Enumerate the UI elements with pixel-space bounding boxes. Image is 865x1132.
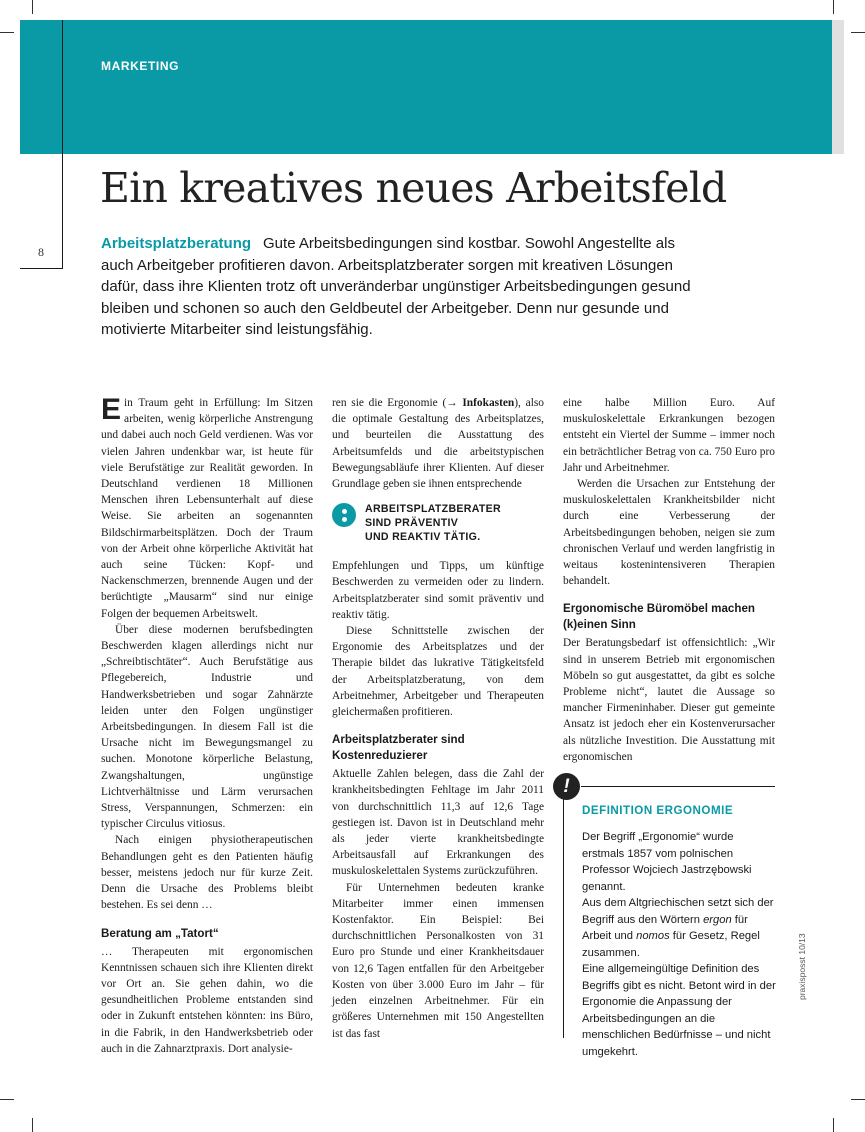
lead-keyword: Arbeitsplatzberatung: [101, 235, 252, 252]
paragraph: Der Beratungsbedarf ist offensichtlich: „Wir sind in unserem Betrieb mit ergonomischen Möbeln so gut ausgestattet, da gibt es solche Probleme nicht“, lautet die Aussage so mancher Firmeninhaber. Dieser gut gemeinte Ansatz ist jedoch eher ein Kostenverursacher als nützliche Investition. Die Ausstattung mit ergonomischen: [563, 637, 775, 763]
margin-rule: [62, 20, 63, 268]
subheading: Ergonomische Büromöbel machen (k)einen Sinn: [563, 602, 755, 632]
page-number-rule: [20, 268, 63, 269]
colon-icon: [332, 503, 356, 527]
definition-span: für Gesetz, Regel zusammen.: [582, 930, 760, 959]
definition-box-rule: [581, 786, 775, 787]
subheading: Arbeitsplatzberater sind Kostenreduzierer: [332, 733, 465, 763]
pull-quote-line: ARBEITSPLATZBERATER: [365, 503, 501, 516]
definition-title: DEFINITION ERGONOMIE: [582, 804, 734, 817]
header-banner: [20, 20, 832, 154]
crop-mark: [833, 1118, 834, 1132]
crop-mark: [0, 32, 14, 33]
definition-text: [582, 829, 777, 1060]
article-title: Ein kreatives neues Arbeitsfeld: [100, 164, 727, 212]
paragraph: Empfehlungen und Tipps, um künftige Beschwerden zu vermeiden oder zu lindern. Arbeitsplatzberater sind somit präventiv und reaktiv tätig.: [332, 560, 544, 621]
paragraph: … Therapeuten mit ergonomischen Kenntnissen schauen sich ihre Klienten direkt vor Ort an. Sie gehen dahin, wo die gesundheitlichen Probleme entstanden sind oder in Zukunft entstehen könnten: ins Büro, in die Fabrik, in den Handwerksbetrieb oder auch in die Zahnarztpraxis. Dort analysie-: [101, 945, 313, 1055]
banner-shadow: [832, 20, 844, 154]
paragraph-text: in Traum geht in Erfüllung: Im Sitzen arbeiten, wenig körperliche Anstrengung und dabei auch noch Geld verdienen. Was vor vielen Jahren undenkbar war, ist heute für viele Berufstätige zur Realität geworden. In Deutschland verdienen 18 Millionen Menschen ihren Lebensunterhalt auf diese Weise. Sie arbeiten an sogenannten Bildschirmarbeitsplätzen. Doch der Traum von der Arbeit ohne körperliche Aktivität hat auch seine Tücken: Kopf- und Nackenschmerzen, brennende Augen und der berüchtigte „Mausarm“ sind nur einige Folgen der bequemen Arbeitswelt.: [101, 397, 313, 620]
crop-mark: [833, 0, 834, 14]
infobox-reference: Infokasten: [462, 397, 515, 409]
paragraph-text: ren sie die Ergonomie (→: [332, 397, 463, 409]
definition-paragraph: Eine allgemeingültige Definition des Begriffs gibt es nicht. Betont wird in der Ergonomie die Anpassung der Arbeitsbedingungen an die menschlichen Bedürfnisse – und nicht umgekehrt.: [582, 963, 776, 1058]
paragraph-text: ), also die optimale Gestaltung des Arbeitsplatzes, und beurteilen die Ausstattung des Arbeitsumfelds und die arbeitstypischen Bewegungsabläufe ihrer Klienten. Auf dieser Grundlage geben sie ihnen entsprechende: [332, 397, 544, 491]
subheading: Beratung am „Tatort“: [101, 926, 219, 940]
column-1: [101, 395, 313, 1057]
paragraph: Aktuelle Zahlen belegen, dass die Zahl der krankheitsbedingten Fehltage im Jahr 2011 von durchschnittlich 11,3 auf 12,6 Tage gestiegen ist. Davon ist in Deutschland mehr als jeder vierte krankheitsbedingte Arbeitsausfall auf Erkrankungen des muskuloskelettalen Systems zurückzuführen.: [332, 768, 544, 878]
pull-quote-text: [365, 502, 501, 544]
paragraph: Werden die Ursachen zur Entstehung der muskuloskelettalen Krankheitsbilder nicht durch eine Verbesserung der Arbeitsbedingungen behoben, neigen sie zum chronischen Verlauf und werden langfristig in weitaus kostenintensiveren Therapien behandelt.: [563, 478, 775, 588]
pull-quote-line: SIND PRÄVENTIV: [365, 517, 459, 530]
paragraph: Diese Schnittstelle zwischen der Ergonomie des Arbeitsplatzes und der Therapie bildet das lukrative Tätigkeitsfeld der Arbeitsplatzberatung, von dem Arbeitnehmer, Arbeitgeber und Therapeuten gleichermaßen profitieren.: [332, 625, 544, 719]
drop-cap: E: [101, 393, 122, 426]
crop-mark: [851, 32, 865, 33]
column-2: [332, 395, 544, 1042]
definition-span: für Arbeit und: [582, 913, 748, 942]
definition-paragraph: [582, 895, 777, 961]
section-label: MARKETING: [101, 59, 180, 73]
paragraph: Für Unternehmen bedeuten kranke Mitarbeiter immer einen immensen Kostenfaktor. Ein Beispiel: Bei durchschnittlichen Personalkosten von 31 Euro pro Stunde und einer Krankheitsdauer von 12,6 Tagen entfallen für den Arbeitgeber Kosten von über 3.000 Euro im Jahr – für jeden einzelnen Arbeitnehmer. Für ein größeres Unternehmen mit 150 Angestellten ist das fast: [332, 881, 544, 1040]
definition-term: nomos: [636, 930, 670, 942]
definition-paragraph: Der Begriff „Ergonomie“ wurde erstmals 1857 vom polnischen Professor Wojciech Jastrzębowski genannt.: [582, 831, 752, 893]
crop-mark: [32, 0, 33, 14]
definition-span: Aus dem Altgriechischen setzt sich der Begriff aus den Wörtern: [582, 897, 774, 926]
crop-mark: [0, 1099, 14, 1100]
lead-text: Gute Arbeitsbedingungen sind kostbar. Sowohl Angestellte als auch Arbeitgeber profitieren davon. Arbeitsplatzberater sorgen mit kreativen Lösungen dafür, dass ihre Klienten trotz oft unveränderbar ungünstiger Arbeitsbedingungen gesund bleiben und schonen so auch den Geldbeutel der Arbeitgeber. Denn nur gesunde und motivierte Mitarbeiter sind leistungsfähig.: [101, 235, 691, 338]
crop-mark: [851, 1099, 865, 1100]
paragraph: [101, 395, 313, 622]
column-3: [563, 395, 775, 765]
pull-quote: [332, 502, 544, 544]
paragraph: Nach einigen physiotherapeutischen Behandlungen geht es den Patienten häufig besser, meistens jedoch nur für kurze Zeit. Denn die Ursache des Problems bleibt bestehen. Es sei denn …: [101, 834, 313, 912]
pull-quote-line: UND REAKTIV TÄTIG.: [365, 531, 481, 544]
definition-term: ergon: [703, 913, 732, 926]
issue-footer: praxisposst 10/13: [797, 933, 807, 1000]
paragraph: Über diese modernen berufsbedingten Beschwerden klagen allerdings nicht nur „Schreibtischtäter“. Auch Berufstätige aus Pflegebereich, Industrie und Handwerksbetrieben und sogar Zahnärzte leiden unter den Folgen ungünstiger Arbeitsbedingungen. In diesem Fall ist die Ursache nicht im Bewegungsmangel zu suchen. Monotone körperliche Belastung, Zwangshaltungen, ungünstige Lichtverhältnisse und Lärm verursachen Stress, Verspannungen, Schmerzen: ein typischer Circulus vitiosus.: [101, 623, 313, 831]
definition-box-rule: [563, 786, 564, 1038]
exclamation-icon: !: [553, 773, 580, 800]
article-lead: [101, 233, 701, 341]
page-number: 8: [38, 245, 44, 259]
paragraph: [332, 395, 544, 492]
crop-mark: [32, 1118, 33, 1132]
paragraph: eine halbe Million Euro. Auf muskuloskelettale Erkrankungen bezogen entsteht ein Viertel der Summe – immer noch ein beträchtlicher Betrag von ca. 750 Euro pro Jahr und Arbeitnehmer.: [563, 397, 775, 474]
